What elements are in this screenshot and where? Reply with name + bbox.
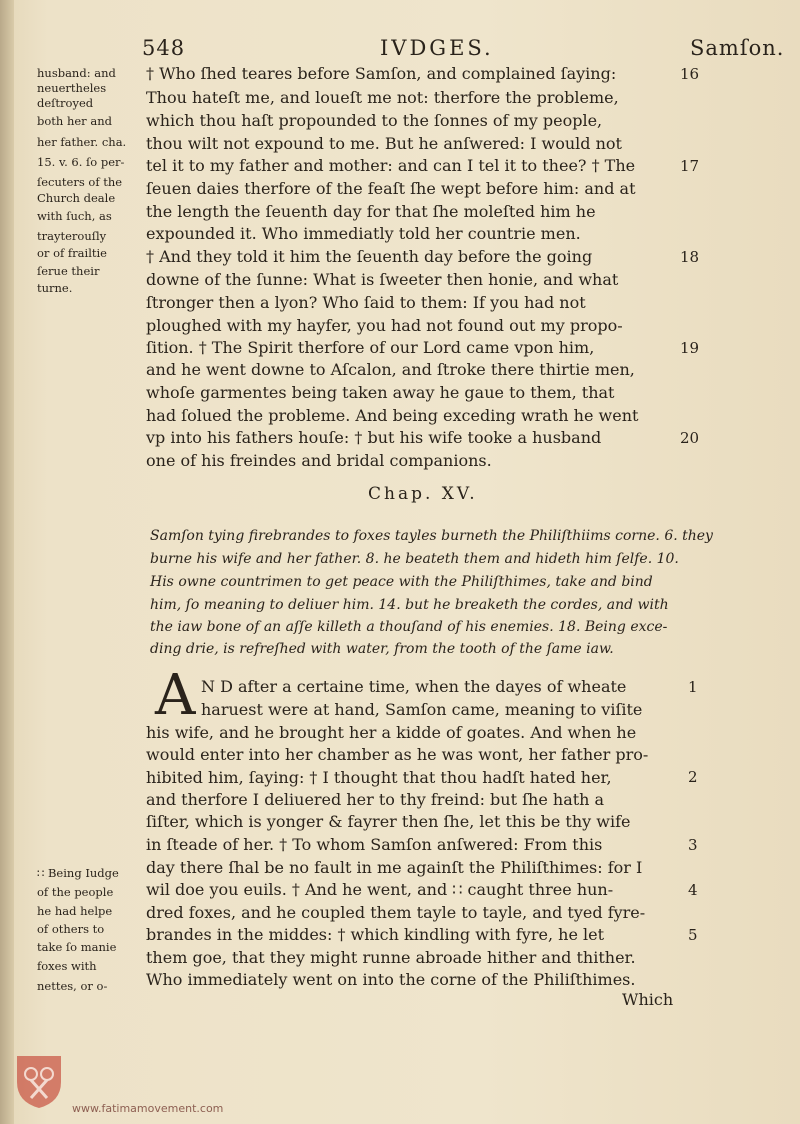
- text-line: ſtronger then a lyon? Who ſaid to them: If you had not: [146, 293, 586, 312]
- text-line: ſition. † The Spirit therfore of our Lord came vpon him,: [146, 338, 595, 357]
- text-line: his wife, and he brought her a kidde of goates. And when he: [146, 723, 637, 742]
- text-line: expounded it. Who immediatly told her countrie men.: [146, 224, 581, 243]
- margin-note-line: of the people: [37, 885, 114, 899]
- margin-note-line: deſtroyed: [37, 96, 94, 110]
- text-line: Thou hateſt me, and loueſt me not: therfore the probleme,: [146, 88, 619, 107]
- argument-line: burne his wife and her father. 8. he beateth them and hideth him ſelfe. 10.: [150, 551, 679, 567]
- text-line: hibited him, ſaying: † I thought that thou hadſt hated her,: [146, 768, 612, 787]
- margin-note-line: Church deale: [37, 191, 116, 205]
- text-line: brandes in the middes: † which kindling with fyre, he let: [146, 925, 605, 944]
- verse-number: 20: [680, 429, 700, 447]
- margin-note-line: foxes with: [37, 959, 97, 973]
- text-line: would enter into her chamber as he was wont, her father pro-: [146, 745, 649, 764]
- margin-note-line: nettes, or o-: [37, 979, 108, 993]
- text-line: vp into his fathers houſe: † but his wife tooke a husband: [146, 428, 602, 447]
- text-line: and therfore I deliuered her to thy freind: but ſhe hath a: [146, 790, 605, 809]
- margin-note-line: take ſo manie: [37, 940, 117, 954]
- margin-note-line: ſecuters of the: [37, 175, 123, 189]
- margin-note-line: or of frailtie: [37, 246, 107, 260]
- verse-number: 17: [680, 157, 700, 175]
- page-fold: [0, 0, 14, 1124]
- page-number: 548: [142, 36, 186, 60]
- verse-number: 1: [688, 678, 698, 696]
- running-title: IVDGES.: [380, 36, 494, 60]
- text-line: which thou haſt propounded to the ſonnes of my people,: [146, 111, 603, 130]
- drop-cap: A: [155, 663, 196, 728]
- text-line: † Who ſhed teares before Samſon, and complained ſaying:: [146, 64, 617, 83]
- text-line: in ſteade of her. † To whom Samſon anſwered: From this: [146, 835, 603, 854]
- watermark-logo: [13, 1052, 65, 1110]
- text-line: the length the ſeuenth day for that ſhe moleſted him he: [146, 202, 596, 221]
- text-line: dred foxes, and he coupled them tayle to tayle, and tyed fyre-: [146, 903, 646, 922]
- watermark-url: www.fatimamovement.com: [72, 1102, 224, 1115]
- chapter-heading: Chap. XV.: [368, 484, 478, 504]
- argument-line: His owne countrimen to get peace with the Philiſthimes, take and bind: [150, 574, 653, 590]
- text-line: day there ſhal be no fault in me againſt the Philiſthimes: for I: [146, 858, 643, 877]
- text-line: one of his freindes and bridal companions.: [146, 451, 492, 470]
- margin-note-line: ſerue their: [37, 264, 100, 278]
- margin-note-line: her father. cha.: [37, 135, 127, 149]
- text-line: and he went downe to Aſcalon, and ſtroke there thirtie men,: [146, 360, 635, 379]
- margin-note-line: trayterouſly: [37, 229, 107, 243]
- text-line: wil doe you euils. † And he went, and ∷ caught three hun-: [146, 880, 614, 899]
- text-line: haruest were at hand, Samſon came, meaning to viſite: [201, 700, 643, 719]
- margin-note-line: with ſuch, as: [37, 209, 112, 223]
- argument-line: him, ſo meaning to deliuer him. 14. but he breaketh the cordes, and with: [150, 597, 669, 613]
- text-line: whoſe garmentes being taken away he gaue to them, that: [146, 383, 615, 402]
- text-line: N D after a certaine time, when the dayes of wheate: [201, 677, 627, 696]
- catchword: Which: [622, 990, 674, 1009]
- text-line: ploughed with my hayfer, you had not found out my propo-: [146, 316, 623, 335]
- margin-note-line: ∷ Being Iudge: [37, 866, 119, 880]
- text-line: thou wilt not expound to me. But he anſwered: I would not: [146, 134, 622, 153]
- text-line: downe of the ſunne: What is ſweeter then honie, and what: [146, 270, 619, 289]
- verse-number: 5: [688, 926, 698, 944]
- margin-note-line: 15. v. 6. ſo per-: [37, 155, 125, 169]
- margin-note-line: turne.: [37, 281, 73, 295]
- verse-number: 4: [688, 881, 698, 899]
- verse-number: 16: [680, 65, 700, 83]
- text-line: had ſolued the probleme. And being exceding wrath he went: [146, 406, 639, 425]
- verse-number: 19: [680, 339, 700, 357]
- argument-line: ding drie, is refreſhed with water, from the tooth of the ſame iaw.: [150, 641, 614, 657]
- running-title-right: Samſon.: [690, 36, 785, 60]
- text-line: ſiſter, which is yonger & fayrer then ſhe, let this be thy wife: [146, 812, 631, 831]
- text-line: † And they told it him the ſeuenth day before the going: [146, 247, 593, 266]
- verse-number: 2: [688, 768, 698, 786]
- argument-line: the iaw bone of an aſſe killeth a thouſand of his enemies. 18. Being exce-: [150, 619, 668, 635]
- verse-number: 3: [688, 836, 698, 854]
- margin-note-line: husband: and: [37, 66, 116, 80]
- argument-line: Samſon tying firebrandes to foxes tayles burneth the Philiſthiims corne. 6. they: [150, 528, 713, 544]
- text-line: tel it to my father and mother: and can I tel it to thee? † The: [146, 156, 636, 175]
- text-line: ſeuen daies therfore of the feaſt ſhe wept before him: and at: [146, 179, 636, 198]
- margin-note-line: neuertheles: [37, 81, 107, 95]
- verse-number: 18: [680, 248, 700, 266]
- text-line: them goe, that they might runne abroade hither and thither.: [146, 948, 636, 967]
- margin-note-line: of others to: [37, 922, 105, 936]
- margin-note-line: both her and: [37, 114, 112, 128]
- margin-note-line: he had helpe: [37, 904, 113, 918]
- text-line: Who immediately went on into the corne of the Philiſthimes.: [146, 970, 636, 989]
